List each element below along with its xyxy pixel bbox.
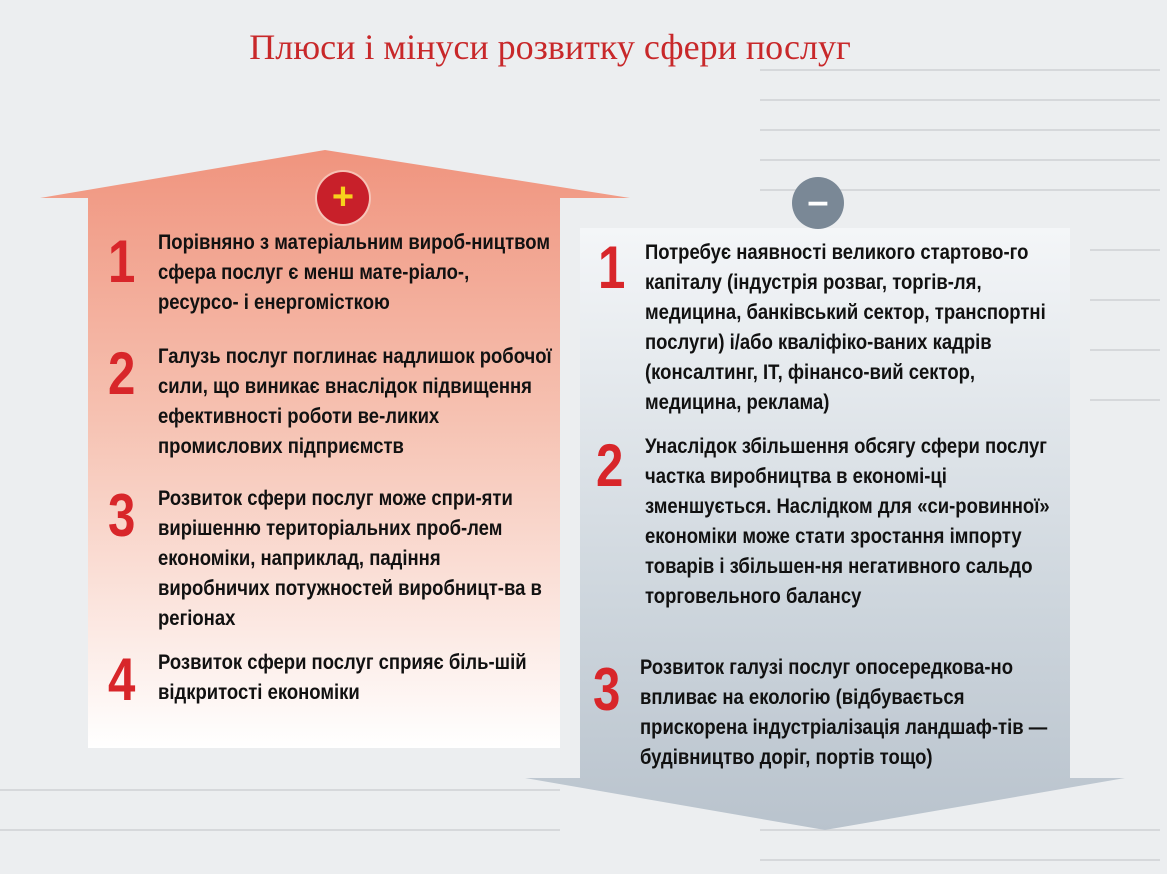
pros-item-text: Розвиток сфери послуг може спри-яти вирішенню територіальних проб-лем економіки, наприклад, падіння виробничих потужностей виробницт-ва в регіонах — [158, 487, 542, 630]
cons-item-text: Унаслідок збільшення обсягу сфери послуг частка виробництва в економі-ці зменшується. Наслідком для «си-ровинної» економіки може стати зростання імпорту товарів і збільшен-ня негативного сальдо торговельного балансу — [645, 435, 1050, 608]
pros-item-text: Порівняно з матеріальним вироб-ництвом сфера послуг є менш мате-ріало-, ресурсо- і енергомісткою — [158, 231, 550, 314]
cons-item-number: 3 — [593, 656, 621, 723]
plus-icon: + — [317, 172, 369, 224]
cons-item-text: Розвиток галузі послуг опосередкова-но впливає на екологію (відбувається прискорена індустріалізація ландшаф-тів — будівництво доріг, портів тощо) — [640, 656, 1048, 769]
pros-item-text: Галузь послуг поглинає надлишок робочої сили, що виникає внаслідок підвищення ефективності роботи ве-ликих промислових підприємств — [158, 345, 552, 458]
cons-item-number: 2 — [596, 432, 624, 499]
page-title: Плюси і мінуси розвитку сфери послуг — [249, 27, 851, 67]
pros-item-number: 1 — [108, 228, 136, 295]
pros-item-number: 3 — [108, 482, 136, 549]
pros-item-text: Розвиток сфери послуг сприяє біль-шій відкритості економіки — [158, 651, 527, 704]
cons-item-number: 1 — [598, 234, 626, 301]
cons-item-text: Потребує наявності великого стартово-го капіталу (індустрія розваг, торгів-ля, медицина, банківський сектор, транспортні послуги) і/або кваліфіко-ваних кадрів (консалтинг, ІТ, фінансо-вий сектор, медицина, реклама) — [645, 241, 1046, 414]
pros-item-number: 2 — [108, 340, 136, 407]
minus-icon: – — [792, 177, 844, 229]
pros-item-number: 4 — [108, 646, 136, 713]
